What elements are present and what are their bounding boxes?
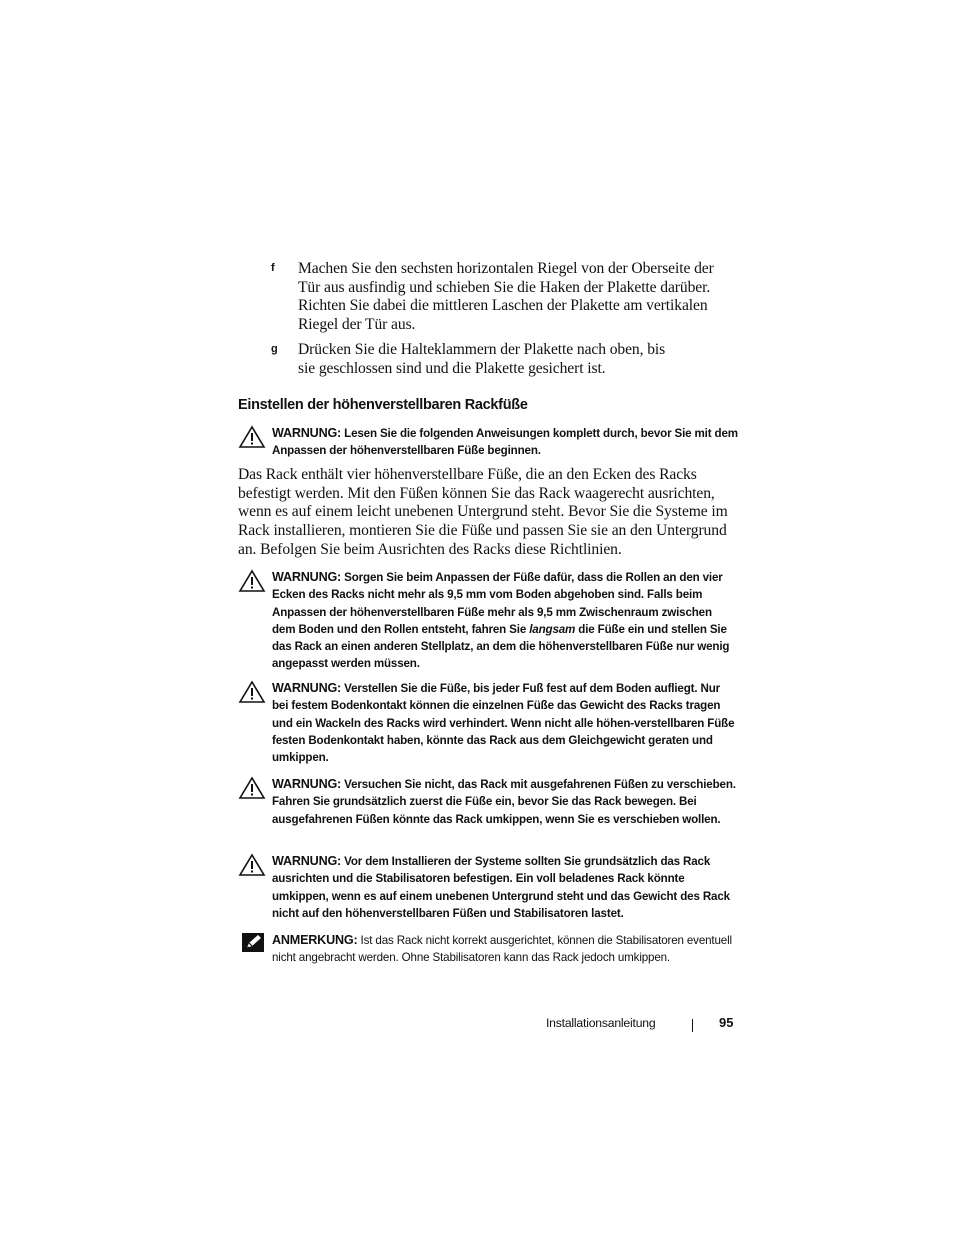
warning-triangle-icon xyxy=(238,853,266,877)
footer-separator xyxy=(692,1019,693,1032)
step-text: Drücken Sie die Halteklammern der Plakette nach oben, bis sie geschlossen sind und die Plakette gesichert ist. xyxy=(298,341,666,377)
step-letter: f xyxy=(271,262,275,274)
note-label: ANMERKUNG: xyxy=(272,933,358,947)
warning-triangle-icon xyxy=(238,569,266,593)
step-text: Machen Sie den sechsten horizontalen Riegel von der Oberseite der Tür aus ausfindig und schieben Sie die Haken der Plakette darüber. Richten Sie dabei die mittleren Laschen der Plakette am vertikalen Riegel der Tür aus. xyxy=(298,260,714,333)
warning-emphasis: langsam xyxy=(529,622,576,636)
step-f xyxy=(271,260,741,334)
note-text xyxy=(272,932,738,967)
section-heading: Einstellen der höhenverstellbaren Rackfüße xyxy=(238,397,528,413)
warning-label: WARNUNG: xyxy=(272,854,342,868)
warning-text xyxy=(272,425,738,460)
warning-text xyxy=(272,853,738,922)
remark-note xyxy=(238,932,738,967)
warning-body-continued: die Füße ein und stellen Sie das Rack an einen anderen Stellplatz, an dem die höhenverstellbaren Füße nur wenig angepasst werden müssen. xyxy=(272,622,730,671)
page-number: 95 xyxy=(719,1015,734,1030)
warning-body: Verstellen Sie die Füße, bis jeder Fuß fest auf dem Boden aufliegt. Nur bei festem Bodenkontakt können die einzelnen Füße das Gewicht des Racks tragen und ein Wackeln des Racks wird verhindert. Wenn nicht alle höhen-verstellbaren Füße festen Bodenkontakt haben, könnte das Rack aus dem Gleichgewicht geraten und umkippen. xyxy=(272,682,735,765)
warning-body: Versuchen Sie nicht, das Rack mit ausgefahrenen Füßen zu verschieben. Fahren Sie grundsätzlich zuerst die Füße ein, bevor Sie das Rack bewegen. Bei ausgefahrenen Füßen könnte das Rack umkippen, wenn Sie es verschieben wollen. xyxy=(272,778,736,826)
warning-label: WARNUNG: xyxy=(272,777,342,791)
warning-text xyxy=(272,776,738,828)
warning-body: Vor dem Installieren der Systeme sollten Sie grundsätzlich das Rack ausrichten und die Stabilisatoren befestigen. Ein voll beladenes Rack könnte umkippen, wenn es auf einem unebenen Untergrund steht und das Gewicht des Rack nicht auf den höhenverstellbaren Füßen und Stabilisatoren lastet. xyxy=(272,855,730,920)
warning-note xyxy=(238,776,738,828)
warning-body: Sorgen Sie beim Anpassen der Füße dafür, dass die Rollen an den vier Ecken des Racks nicht mehr als 9,5 mm vom Boden abgehoben sind. Falls beim Anpassen der höhenverstellbaren Füße mehr als 9,5 mm Zwischenraum zwischen dem Boden und den Rollen entsteht, fahren Sie xyxy=(272,571,723,636)
footer-title: Installationsanleitung xyxy=(546,1016,656,1030)
warning-triangle-icon xyxy=(238,776,266,800)
step-letter: g xyxy=(271,343,278,355)
warning-text xyxy=(272,680,738,766)
step-g xyxy=(271,341,741,378)
body-paragraph: Das Rack enthält vier höhenverstellbare Füße, die an den Ecken des Racks befestigt werden. Mit den Füßen können Sie das Rack waagerecht ausrichten, wenn es auf einem leicht unebenen Untergrund steht. Bevor Sie die Systeme im Rack installieren, montieren Sie die Füße und passen Sie sie an den Untergrund an. Befolgen Sie beim Ausrichten des Racks diese Richtlinien. xyxy=(238,466,728,558)
note-body: Ist das Rack nicht korrekt ausgerichtet, können die Stabilisatoren eventuell nicht angebracht werden. Ohne Stabilisatoren kann das Rack jedoch umkippen. xyxy=(272,934,732,965)
warning-note xyxy=(238,853,738,922)
warning-label: WARNUNG: xyxy=(272,426,342,440)
warning-triangle-icon xyxy=(238,680,266,704)
warning-triangle-icon xyxy=(238,425,266,449)
warning-label: WARNUNG: xyxy=(272,570,342,584)
warning-text xyxy=(272,569,738,673)
note-pencil-icon xyxy=(240,931,268,955)
warning-note xyxy=(238,680,738,766)
warning-label: WARNUNG: xyxy=(272,681,342,695)
warning-note xyxy=(238,425,738,460)
warning-note xyxy=(238,569,738,673)
warning-body: Lesen Sie die folgenden Anweisungen komplett durch, bevor Sie mit dem Anpassen der höhenverstellbaren Füße beginnen. xyxy=(272,427,738,458)
